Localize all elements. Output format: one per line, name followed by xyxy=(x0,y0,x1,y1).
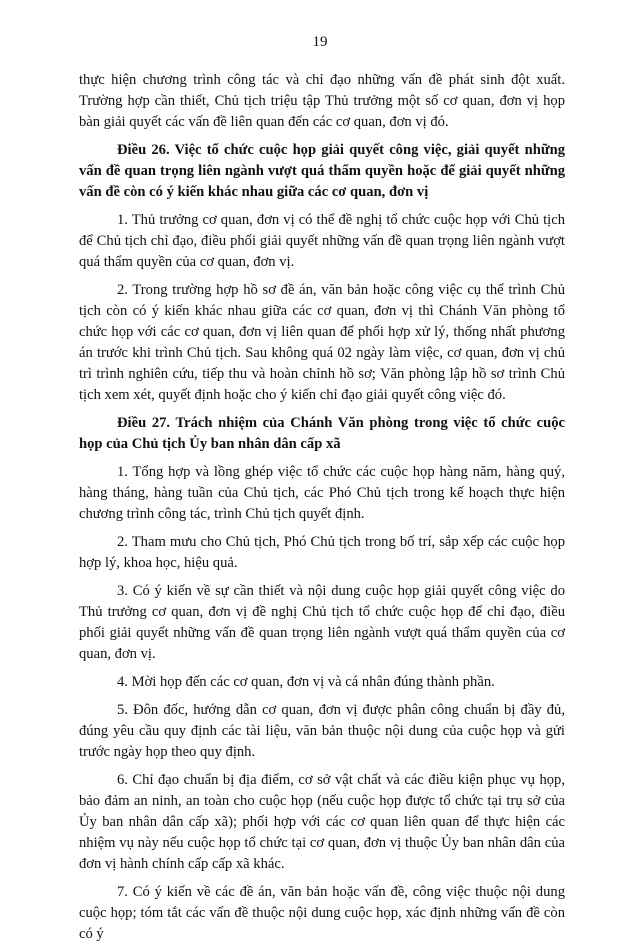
article-26-heading: Điều 26. Việc tổ chức cuộc họp giải quyết công việc, giải quyết những vấn đề quan trọng liên ngành vượt quá thẩm quyền hoặc để giải quyết những vấn đề còn có ý kiến khác nhau giữa các cơ quan, đơn vị xyxy=(79,142,565,200)
paragraph: 2. Tham mưu cho Chủ tịch, Phó Chủ tịch trong bố trí, sắp xếp các cuộc họp hợp lý, khoa học, hiệu quả. xyxy=(79,534,565,571)
paragraph: 5. Đôn đốc, hướng dẫn cơ quan, đơn vị được phân công chuẩn bị đầy đủ, đúng yêu cầu quy định các tài liệu, văn bản thuộc nội dung của cuộc họp và gửi trước ngày họp theo quy định. xyxy=(79,702,565,760)
paragraph: 6. Chỉ đạo chuẩn bị địa điểm, cơ sở vật chất và các điều kiện phục vụ họp, bảo đảm an ninh, an toàn cho cuộc họp (nếu cuộc họp được tổ chức tại trụ sở của Ủy ban nhân dân cấp xã); phối hợp với các cơ quan liên quan để thực hiện các nhiệm vụ này nếu cuộc họp tổ chức tại cơ quan, đơn vị thuộc Ủy ban nhân dân của đơn vị hành chính cấp cấp xã khác. xyxy=(79,772,565,872)
paragraph-continuation: thực hiện chương trình công tác và chỉ đạo những vấn đề phát sinh đột xuất. Trường hợp cần thiết, Chủ tịch triệu tập Thủ trưởng một số cơ quan, đơn vị họp bàn giải quyết các vấn đề liên quan đến các cơ quan, đơn vị đó. xyxy=(79,72,565,130)
paragraph: 2. Trong trường hợp hồ sơ đề án, văn bản hoặc công việc cụ thể trình Chủ tịch còn có ý kiến khác nhau giữa các cơ quan, đơn vị thì Chánh Văn phòng tổ chức họp với các cơ quan, đơn vị liên quan để phối hợp xử lý, thống nhất phương án trước khi trình Chủ tịch. Sau không quá 02 ngày làm việc, cơ quan, đơn vị chủ trì trình nghiên cứu, tiếp thu và hoàn chỉnh hồ sơ; Văn phòng lập hồ sơ trình Chủ tịch xem xét, quyết định hoặc cho ý kiến chỉ đạo giải quyết công việc đó. xyxy=(79,282,565,403)
paragraph: 4. Mời họp đến các cơ quan, đơn vị và cá nhân đúng thành phần. xyxy=(117,674,495,690)
document-body xyxy=(79,70,565,952)
paragraph: 3. Có ý kiến về sự cần thiết và nội dung cuộc họp giải quyết công việc do Thủ trưởng cơ quan, đơn vị đề nghị Chủ tịch tổ chức cuộc họp để chỉ đạo, điều phối giải quyết những vấn đề quan trọng liên ngành vượt quá thẩm quyền của cơ quan, đơn vị. xyxy=(79,583,565,662)
paragraph: 7. Có ý kiến về các đề án, văn bản hoặc vấn đề, công việc thuộc nội dung cuộc họp; tóm tắt các vấn đề thuộc nội dung cuộc họp, xác định những vấn đề còn có ý xyxy=(79,884,565,942)
page-number: 19 xyxy=(312,34,328,50)
paragraph: 1. Tổng hợp và lồng ghép việc tổ chức các cuộc họp hàng năm, hàng quý, hàng tháng, hàng tuần của Chủ tịch, các Phó Chủ tịch trong kế hoạch thực hiện chương trình công tác, trình Chủ tịch quyết định. xyxy=(79,464,565,522)
article-27-heading: Điều 27. Trách nhiệm của Chánh Văn phòng trong việc tổ chức cuộc họp của Chủ tịch Ủy ban nhân dân cấp xã xyxy=(79,415,565,452)
paragraph: 1. Thủ trưởng cơ quan, đơn vị có thể đề nghị tổ chức cuộc họp với Chủ tịch để Chủ tịch chỉ đạo, điều phối giải quyết những vấn đề quan trọng liên ngành vượt quá thẩm quyền của cơ quan, đơn vị. xyxy=(79,212,565,270)
